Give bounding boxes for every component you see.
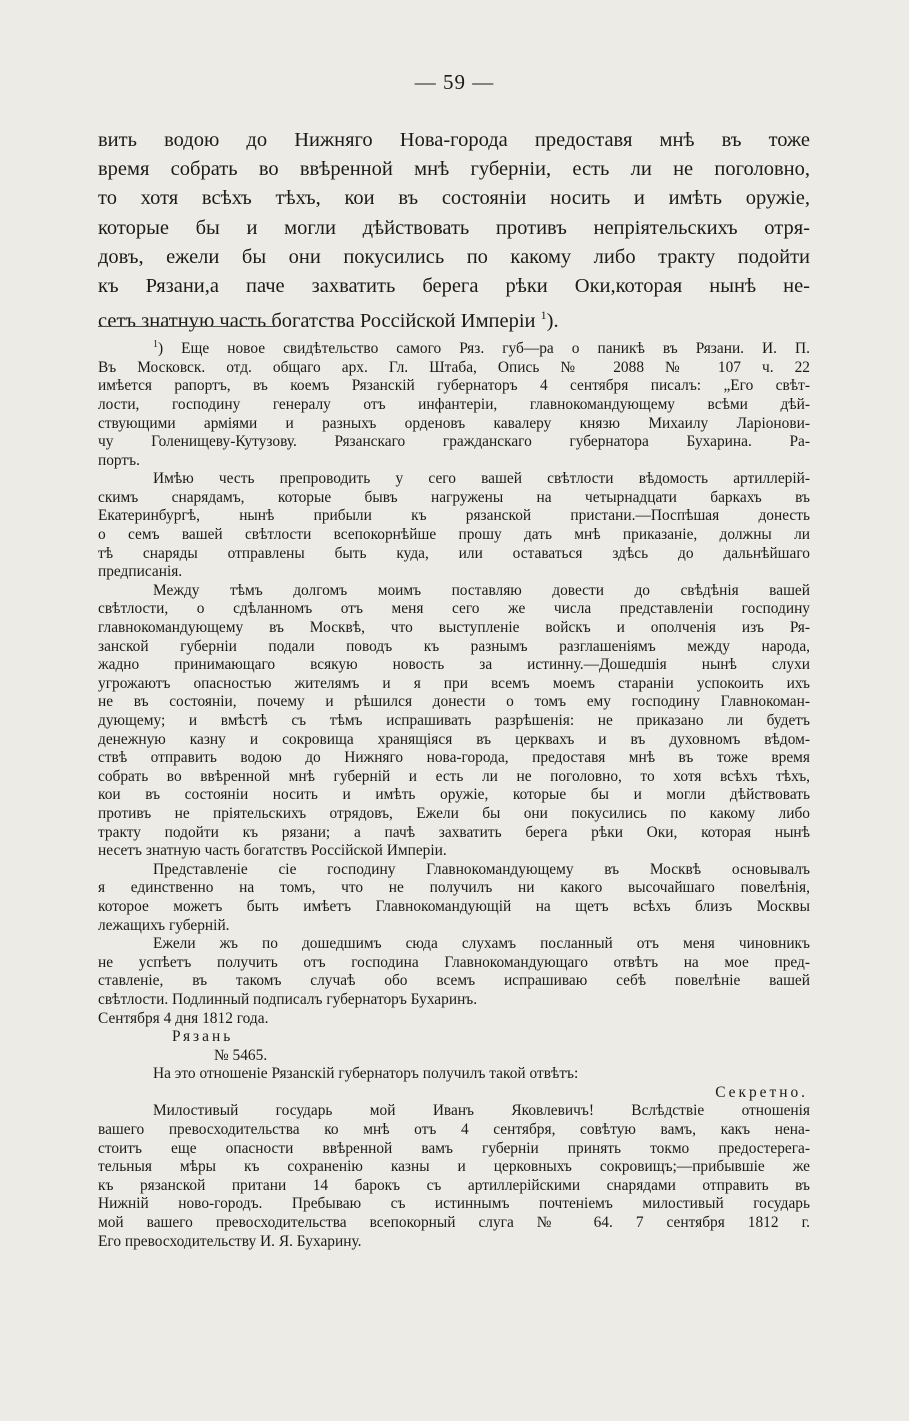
footnote-line: чу Голенищеву-Кутузову. Рязанскаго гражданскаго губернатора Бухарина. Ра- (98, 433, 810, 451)
main-line-last (98, 301, 810, 336)
letter-line: предписанія. (98, 563, 183, 581)
footnote-mark: 1 (153, 339, 158, 350)
letter-line: свѣтлости. Подлинный подписалъ губернаторъ Бухаринъ. (98, 990, 478, 1008)
letter-line: лежащихъ губерній. (98, 916, 230, 934)
page-number: — 59 — (414, 70, 495, 94)
letter-date: Сентября 4 дня 1812 года. (98, 1009, 269, 1027)
letter-line: денежную казну и сокровища хранящіяся въ церквахъ и въ духовномъ вѣдом- (98, 730, 810, 748)
reply-line: тельныя мѣры къ сохраненію казны и церковныхъ сокровищъ;—прибывшіе же (98, 1158, 810, 1176)
letter-line: Екатеринбургѣ, нынѣ прибыли къ рязанской пристани.—Поспѣшая донесть (98, 507, 810, 525)
footnote-line: ствующими арміями и разныхъ орденовъ кавалеру князю Михаилу Ларіонови- (98, 414, 810, 432)
footnote-line: Въ Московск. отд. общаго арх. Гл. Штаба, Опись № 2088 № 107 ч. 22 (98, 358, 810, 376)
letter-line: кои въ состояніи носить и имѣть оружіе, которые бы и могли дѣйствовать (98, 786, 810, 804)
main-line-tail: ). (546, 310, 559, 333)
letter-line: о семъ вашей свѣтлости всепокорнѣйше прошу дать мнѣ приказаніе, должны ли (98, 526, 810, 544)
footnote-line: имѣется рапортъ, въ коемъ Рязанскій губернаторъ 4 сентября писалъ: „Его свѣт- (98, 377, 810, 395)
letter-line: ставленіе, въ такомъ случаѣ обо всемъ испрашиваю себѣ повелѣніе вашей (98, 972, 810, 990)
letter-line: Между тѣмъ долгомъ моимъ поставляю довести до свѣдѣнія вашей (153, 581, 810, 599)
main-line: время собрать во ввѣренной мнѣ губерніи, есть ли не поголовно, (98, 158, 810, 181)
letter-line: несетъ знатную часть богатствъ Россійской Имперіи. (98, 842, 447, 860)
footnote (98, 336, 810, 1251)
reply-line: къ рязанской притани 14 барокъ съ артиллерійскими снарядами отправить въ (98, 1176, 810, 1194)
main-line-text: сетъ знатную часть богатства Россійской Имперіи (98, 310, 536, 333)
letter-line: главнокомандующему въ Москвѣ, что выступленіе войскъ и ополченія изъ Ря- (98, 619, 810, 637)
letter-line: которое можетъ быть имѣетъ Главнокомандующій на щетъ всѣхъ близъ Москвы (98, 897, 810, 915)
letter-line: Ежели жъ по дошедшимъ сюда слухамъ посланный отъ меня чиновникъ (153, 935, 810, 953)
letter-line: не успѣетъ получить отъ господина Главнокомандующаго отвѣтъ на мое пред- (98, 953, 810, 971)
reply-line: Милостивый государь мой Иванъ Яковлевичъ! Вслѣдствіе отношенія (153, 1102, 810, 1120)
letter-line: тѣ снаряды отправлены быть куда, или оставаться здѣсь до дальнѣйшаго (98, 544, 810, 562)
reply-line: стоитъ еще опасности ввѣренной вамъ губерніи принять токмо предостерега- (98, 1139, 810, 1157)
letter-city: Рязань (172, 1028, 234, 1046)
letter-line: скимъ снарядамъ, которые бывъ нагружены на четырнадцати баркахъ въ (98, 488, 810, 506)
letter-line: противъ не пріятельскихъ отрядовъ, Ежели бы они покусились по какому либо (98, 804, 810, 822)
letter-line: угрожаютъ опасностью жителямъ и я при всемъ моемъ стараніи успокоить ихъ (98, 674, 810, 692)
letter-line: ствѣ отправить водою до Нижняго нова-города, предоставя мнѣ въ тоже время (98, 749, 810, 767)
secret-mark: Секретно. (715, 1083, 808, 1101)
footnote-divider (98, 326, 278, 327)
letter-line: занской губерніи подали поводъ къ разнымъ разглашеніямъ между народа, (98, 637, 810, 655)
reply-intro: На это отношеніе Рязанскій губернаторъ получилъ такой отвѣтъ: (153, 1065, 579, 1083)
letter-line: Имѣю честь препроводить у сего вашей свѣтлости вѣдомость артиллерій- (153, 470, 810, 488)
main-line: которые бы и могли дѣйствовать противъ непріятельскихъ отря- (98, 216, 810, 239)
reply-line: вашего превосходительства ко мнѣ отъ 4 сентября, совѣтую вамъ, какъ нена- (98, 1121, 810, 1139)
letter-line: собрать во ввѣренной мнѣ губерній и есть ли не поголовно, то хотя всѣхъ тѣхъ, (98, 767, 810, 785)
letter-line: я единственно на томъ, что не получилъ ни какого высочайшаго повелѣнія, (98, 879, 810, 897)
letter-line: не въ состояніи, почему и рѣшился донести о томъ ему господину Главнокоман- (98, 693, 810, 711)
letter-line: тракту подойти къ рязани; а пачѣ захватить берега рѣки Оки, которая нынѣ (98, 823, 810, 841)
footnote-line-text: ) Еще новое свидѣтельство самого Ряз. губ—ра о паникѣ въ Рязани. И. П. (158, 340, 810, 358)
letter-number: № 5465. (214, 1046, 268, 1064)
footnote-line (98, 336, 810, 359)
main-paragraph (98, 126, 810, 336)
footnote-line: лости, господину генералу отъ инфантеріи, главнокомандующему всѣми дѣй- (98, 395, 810, 413)
main-line: довъ, ежели бы они покусились по какому либо тракту подойти (98, 245, 810, 268)
reply-line: Его превосходительству И. Я. Бухарину. (98, 1232, 362, 1250)
main-line: вить водою до Нижняго Нова-города предоставя мнѣ въ тоже (98, 129, 810, 151)
letter-line: Представленіе сіе господину Главнокомандующему въ Москвѣ основывалъ (153, 860, 810, 878)
reply-line: мой вашего превосходительства всепокорный слуга № 64. 7 сентября 1812 г. (98, 1214, 810, 1232)
letter-line: жадно принимающаго всякую новость за истинну.—Дошедшія нынѣ слухи (98, 656, 810, 674)
main-line: то хотя всѣхъ тѣхъ, кои въ состояніи носить и имѣть оружіе, (98, 187, 810, 210)
footnote-reference: 1 (540, 308, 547, 323)
main-line: къ Рязани,а паче захватить берега рѣки Оки,которая нынѣ не- (98, 275, 810, 298)
footnote-line: портъ. (98, 451, 140, 469)
letter-line: дующему; и вмѣстѣ съ тѣмъ испрашивать разрѣшенія: не приказано ли будетъ (98, 712, 810, 729)
reply-line: Нижній ново-городъ. Пребываю съ истиннымъ почтеніемъ милостивый государь (98, 1195, 810, 1213)
letter-line: свѣтлости, о сдѣланномъ отъ меня сего же числа представленіи господину (98, 600, 810, 618)
